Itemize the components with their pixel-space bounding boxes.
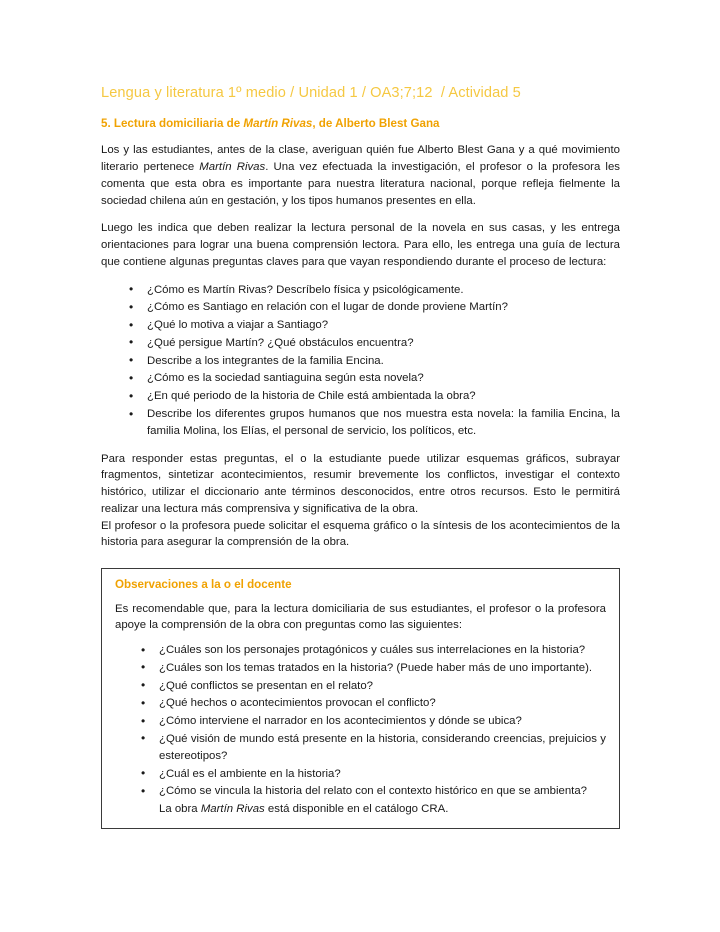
activity-title-work: Martín Rivas [243, 117, 313, 131]
list-item: • ¿Qué conflictos se presentan en el relato? [115, 678, 606, 695]
list-item: • ¿Cómo interviene el narrador en los acontecimientos y dónde se ubica? [115, 713, 606, 730]
list-item: • Describe los diferentes grupos humanos que nos muestra esta novela: la familia Encina, la familia Molina, los Elías, el personal de servicio, los políticos, etc. [101, 406, 620, 440]
list-item: • ¿Cómo es Santiago en relación con el lugar de donde proviene Martín? [101, 299, 620, 316]
list-item: • ¿Cómo es la sociedad santiaguina según esta novela? [101, 370, 620, 387]
list-item: • ¿Cuál es el ambiente en la historia? [115, 766, 606, 783]
activity-title [101, 116, 620, 131]
activity-title-suffix: , de Alberto Blest Gana [312, 117, 440, 131]
activity-title-prefix: 5. Lectura domiciliaria de [101, 117, 244, 131]
list-item: • ¿Cómo se vincula la historia del relato con el contexto histórico en que se ambienta? [115, 783, 606, 800]
list-item: • ¿Qué visión de mundo está presente en la historia, considerando creencias, prejuicios y estereotipos? [115, 731, 606, 765]
observations-note-prefix: La obra [159, 803, 201, 816]
list-item: • ¿Cuáles son los personajes protagónicos y cuáles sus interrelaciones en la historia? [115, 642, 606, 659]
observations-note-suffix: está disponible en el catálogo CRA. [264, 803, 449, 816]
intro-paragraph-1-part-1: Los y las estudiantes, antes de la clase, averiguan quién fue Alberto Blest Gana y a qué movimiento literario pertenece [101, 144, 620, 174]
list-item: • ¿Cómo es Martín Rivas? Descríbelo física y psicológicamente. [101, 282, 620, 299]
intro-paragraph-1-work: Martín Rivas [199, 161, 266, 174]
list-item: • ¿Qué hechos o acontecimientos provocan el conflicto? [115, 695, 606, 712]
breadcrumb: Lengua y literatura 1º medio / Unidad 1 / OA3;7;12 / Actividad 5 [101, 85, 521, 101]
list-item: • Describe a los integrantes de la familia Encina. [101, 353, 620, 370]
teacher-observations-box [101, 568, 620, 829]
list-item: • ¿En qué periodo de la historia de Chile está ambientada la obra? [101, 388, 620, 405]
observations-note-work: Martín Rivas [200, 803, 265, 816]
observations-note [115, 801, 606, 818]
list-item: • ¿Cuáles son los temas tratados en la historia? (Puede haber más de uno importante). [115, 660, 606, 677]
intro-paragraph-1-part-2: . Una vez efectuada la investigación, el profesor o la profesora les comenta que esta obra es importante para nuestra literatura nacional, porque refleja fielmente la sociedad chilena aún en gestación, y los tipos humanos presentes en ella. [101, 161, 620, 207]
closing-paragraph-1: Para responder estas preguntas, el o la estudiante puede utilizar esquemas gráficos, subrayar fragmentos, sintetizar acontecimientos, resumir brevemente los conflictos, investigar el contexto histórico, utilizar el diccionario ante términos desconocidos, entre otros recursos. Esto le permitirá realizar una lectura más comprensiva y significativa de la obra. [101, 452, 620, 515]
list-item: • ¿Qué lo motiva a viajar a Santiago? [101, 317, 620, 334]
observations-title: Observaciones a la o el docente [115, 578, 292, 592]
reading-guide-question-list [101, 282, 620, 440]
intro-paragraph-2: Luego les indica que deben realizar la lectura personal de la novela en sus casas, y les entrega orientaciones para lograr una buena comprensión lectora. Para ello, les entrega una guía de lectura que contiene algunas preguntas claves para que vayan respondiendo durante el proceso de lectura: [101, 222, 620, 268]
list-item: • ¿Qué persigue Martín? ¿Qué obstáculos encuentra? [101, 335, 620, 352]
observations-question-list [115, 642, 606, 800]
intro-paragraph-1 [101, 142, 620, 209]
observations-intro: Es recomendable que, para la lectura domiciliaria de sus estudiantes, el profesor o la profesora apoye la comprensión de la obra con preguntas como las siguientes: [115, 602, 606, 632]
closing-paragraph-2: El profesor o la profesora puede solicitar el esquema gráfico o la síntesis de los acontecimientos de la historia para asegurar la comprensión de la obra. [101, 519, 620, 549]
